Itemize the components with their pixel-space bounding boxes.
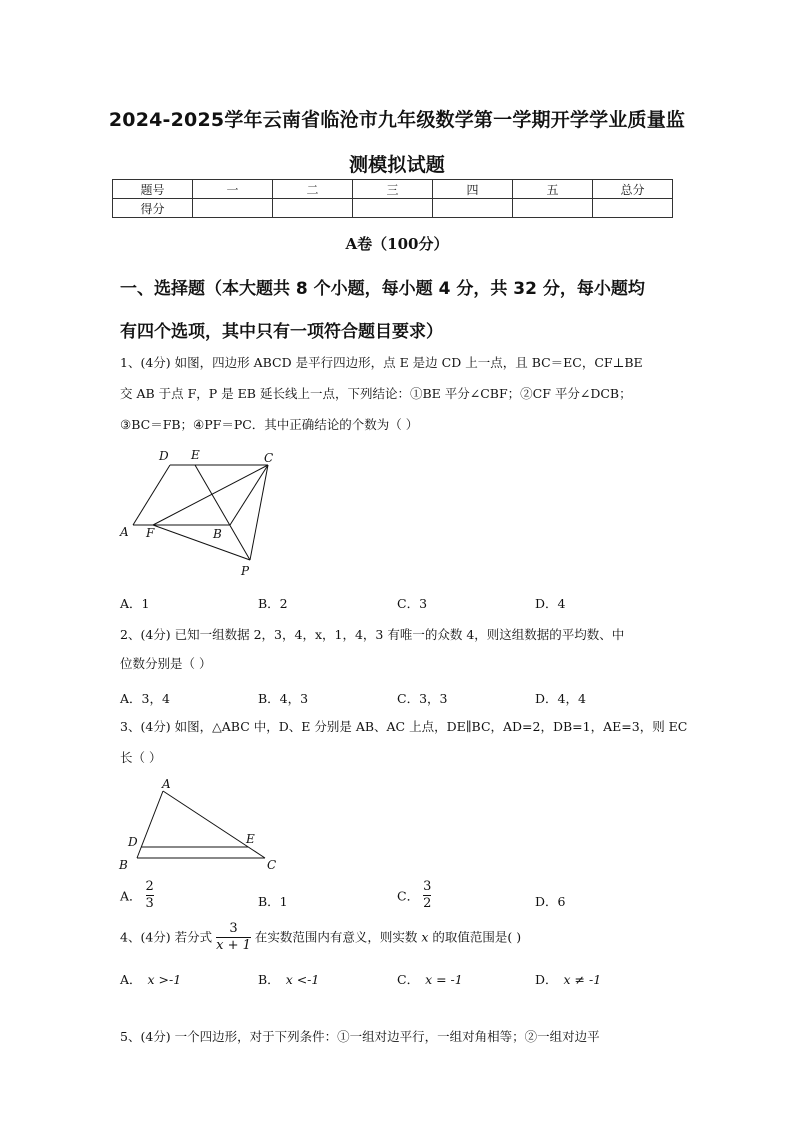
q3-line1: 3、(4分) 如图，△ABC 中，D、E 分别是 AB、AC 上点，DE∥BC，AD=2，DB=1，AE=3，则 EC	[120, 719, 688, 734]
part1-heading-line2: 有四个选项，其中只有一项符合题目要求）	[120, 322, 443, 342]
q3-label-b: B	[119, 858, 128, 872]
fraction-denominator: 3	[145, 896, 154, 911]
q4-option-d	[535, 970, 601, 988]
q2-line1: 2、(4分) 已知一组数据 2，3，4，x，1，4，3 有唯一的众数 4，则这组数据的平均数、中	[120, 627, 625, 642]
q1-option-a: A．1	[120, 596, 150, 611]
fraction-numerator: 3	[423, 879, 432, 894]
score-table-score-row	[113, 199, 673, 218]
q4-option-c-label: C．	[397, 972, 420, 987]
q1-label-a: A	[120, 525, 129, 539]
q4-fraction	[216, 922, 251, 953]
q3-option-d: D．6	[535, 894, 566, 909]
q3-option-a-label: A．	[120, 888, 142, 904]
q1-figure	[115, 446, 285, 582]
q3-option-c-fraction	[423, 880, 431, 911]
q3-label-c: C	[267, 858, 277, 872]
q4-suffix-2: 的取值范围是( )	[432, 929, 522, 945]
q1-option-b: B．2	[258, 596, 288, 611]
q3-label-e: E	[246, 832, 255, 846]
q2-line2: 位数分别是（ ）	[120, 656, 212, 671]
q1-line1: 1、(4分) 如图，四边形 ABCD 是平行四边形，点 E 是边 CD 上一点，且 BC＝EC，CF⊥BE	[120, 355, 643, 370]
q4-option-c-math: x = -1	[425, 972, 463, 987]
q2-option-b: B．4，3	[258, 691, 309, 706]
section-a-heading: A卷（100分）	[345, 235, 449, 253]
q1-line3: ③BC＝FB；④PF＝PC．其中正确结论的个数为（ ）	[120, 417, 419, 432]
q3-label-d: D	[128, 835, 138, 849]
q4-prefix: 4、(4分) 若分式	[120, 929, 213, 945]
score-blank-cell	[593, 199, 673, 218]
score-table-cell: 三	[353, 180, 433, 199]
score-blank-cell	[513, 199, 593, 218]
q3-figure-lines	[137, 791, 265, 858]
q3-option-a-fraction	[146, 880, 154, 911]
q4-option-a-math: x >-1	[147, 972, 182, 987]
q1-option-d: D．4	[535, 596, 566, 611]
score-table-cell: 二	[273, 180, 353, 199]
score-table-cell: 得分	[113, 199, 193, 218]
q1-label-f: F	[146, 526, 155, 540]
q1-label-b: B	[213, 527, 222, 541]
q4-option-b-label: B．	[258, 972, 280, 987]
q1-label-e: E	[191, 448, 200, 462]
q4-option-b-math: x <-1	[285, 972, 320, 987]
score-table	[112, 179, 673, 218]
score-blank-cell	[353, 199, 433, 218]
score-table-cell: 总分	[593, 180, 673, 199]
q1-label-p: P	[241, 564, 250, 578]
q2-option-a: A．3，4	[120, 691, 170, 706]
q4-suffix-1: 在实数范围内有意义，则实数	[254, 929, 418, 945]
page-title-line2: 测模拟试题	[348, 154, 445, 176]
q4-option-d-label: D．	[535, 972, 558, 987]
score-blank-cell	[433, 199, 513, 218]
fraction-denominator: 2	[423, 896, 432, 911]
score-table-cell: 四	[433, 180, 513, 199]
score-table-cell: 题号	[113, 180, 193, 199]
q4-option-d-math: x ≠ -1	[563, 972, 602, 987]
q2-option-d: D．4，4	[535, 691, 586, 706]
score-table-cell: 一	[193, 180, 273, 199]
q5-line1: 5、(4分) 一个四边形，对于下列条件：①一组对边平行，一组对角相等；②一组对边平	[120, 1029, 600, 1044]
q1-label-c: C	[264, 451, 274, 465]
q4-variable: x	[421, 929, 429, 945]
q3-option-b: B．1	[258, 894, 288, 909]
q4-option-c	[397, 970, 463, 988]
q1-option-c: C．3	[397, 596, 428, 611]
score-table-header-row	[113, 180, 673, 199]
part1-heading-line1: 一、选择题（本大题共 8 个小题，每小题 4 分，共 32 分，每小题均	[120, 279, 645, 299]
fraction-numerator: 3	[229, 921, 238, 936]
q4-option-a-label: A．	[120, 972, 142, 987]
q1-line2: 交 AB 于点 F，P 是 EB 延长线上一点，下列结论：①BE 平分∠CBF；②CF 平分∠DCB；	[120, 386, 632, 401]
q2-option-c: C．3，3	[397, 691, 448, 706]
q3-option-c	[397, 880, 431, 911]
fraction-denominator: x + 1	[216, 938, 251, 953]
q3-line2: 长（ ）	[120, 750, 162, 765]
q4-line1	[120, 922, 521, 953]
score-blank-cell	[273, 199, 353, 218]
q3-option-c-label: C．	[397, 888, 420, 904]
q3-option-a	[120, 880, 154, 911]
q3-figure	[115, 776, 285, 876]
score-table-cell: 五	[513, 180, 593, 199]
q1-figure-lines	[133, 465, 268, 560]
q4-option-a	[120, 970, 181, 988]
fraction-numerator: 2	[145, 879, 154, 894]
page-title-line1: 2024-2025学年云南省临沧市九年级数学第一学期开学学业质量监	[108, 109, 686, 131]
q1-label-d: D	[159, 449, 169, 463]
q4-option-b	[258, 970, 319, 988]
score-blank-cell	[193, 199, 273, 218]
q3-label-a: A	[162, 777, 171, 791]
